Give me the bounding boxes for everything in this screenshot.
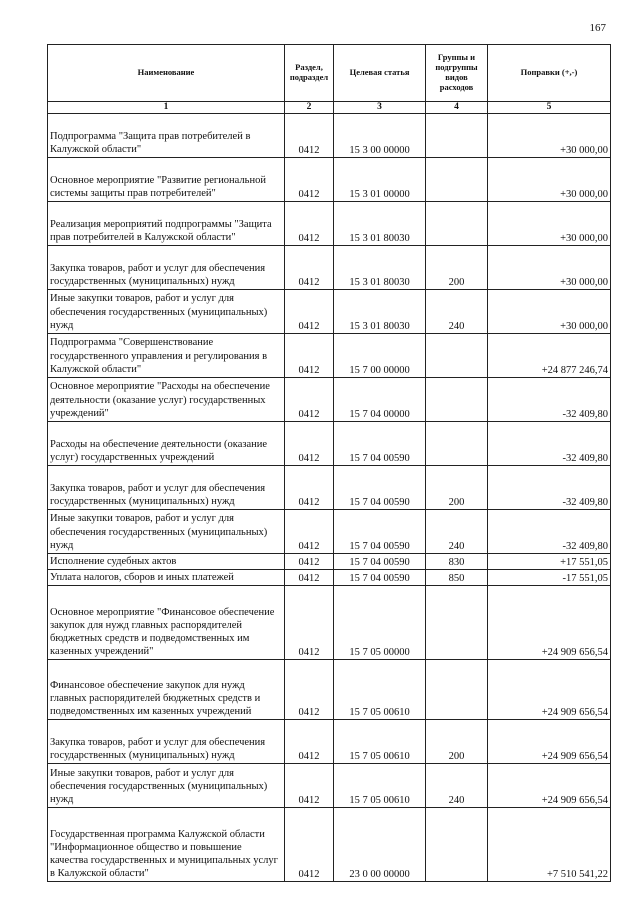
row-name: Подпрограмма "Защита прав потребителей в Калужской области" xyxy=(48,114,285,158)
header-amendments: Поправки (+,-) xyxy=(488,45,611,102)
row-amount: -32 409,80 xyxy=(488,466,611,510)
row-group: 850 xyxy=(426,570,488,586)
row-group: 240 xyxy=(426,510,488,554)
row-section: 0412 xyxy=(285,246,334,290)
row-section: 0412 xyxy=(285,202,334,246)
row-section: 0412 xyxy=(285,764,334,808)
row-group xyxy=(426,158,488,202)
header-name: Наименование xyxy=(48,45,285,102)
column-number: 2 xyxy=(285,102,334,114)
table-row xyxy=(48,202,611,246)
row-name: Иные закупки товаров, работ и услуг для обеспечения государственных (муниципальных) нужд xyxy=(48,764,285,808)
column-number: 1 xyxy=(48,102,285,114)
row-name: Подпрограмма "Совершенствование государственного управления и регулирования в Калужской области" xyxy=(48,334,285,378)
table-row xyxy=(48,422,611,466)
table-row xyxy=(48,158,611,202)
row-section: 0412 xyxy=(285,334,334,378)
table-row xyxy=(48,114,611,158)
row-amount: +24 909 656,54 xyxy=(488,720,611,764)
row-group xyxy=(426,114,488,158)
row-name: Государственная программа Калужской области "Информационное общество и повышение качества государственных и муниципальных услуг в Калужской области" xyxy=(48,808,285,882)
row-group xyxy=(426,586,488,660)
row-amount: -32 409,80 xyxy=(488,378,611,422)
table-row xyxy=(48,510,611,554)
row-amount: +24 909 656,54 xyxy=(488,660,611,720)
row-amount: +30 000,00 xyxy=(488,202,611,246)
row-group xyxy=(426,422,488,466)
row-target: 15 7 04 00590 xyxy=(334,570,426,586)
column-number-row xyxy=(48,102,611,114)
row-name: Иные закупки товаров, работ и услуг для обеспечения государственных (муниципальных) нужд xyxy=(48,290,285,334)
row-target: 15 7 04 00590 xyxy=(334,510,426,554)
row-name: Закупка товаров, работ и услуг для обеспечения государственных (муниципальных) нужд xyxy=(48,466,285,510)
row-name: Иные закупки товаров, работ и услуг для обеспечения государственных (муниципальных) нужд xyxy=(48,510,285,554)
row-name: Основное мероприятие "Развитие региональной системы защиты прав потребителей" xyxy=(48,158,285,202)
row-group xyxy=(426,808,488,882)
table-row xyxy=(48,720,611,764)
row-group: 240 xyxy=(426,764,488,808)
row-name: Закупка товаров, работ и услуг для обеспечения государственных (муниципальных) нужд xyxy=(48,246,285,290)
table-row xyxy=(48,290,611,334)
row-group xyxy=(426,660,488,720)
row-target: 15 3 01 80030 xyxy=(334,202,426,246)
row-group xyxy=(426,334,488,378)
row-section: 0412 xyxy=(285,554,334,570)
row-group: 200 xyxy=(426,720,488,764)
row-section: 0412 xyxy=(285,158,334,202)
page-number: 167 xyxy=(589,22,606,34)
row-section: 0412 xyxy=(285,660,334,720)
row-section: 0412 xyxy=(285,466,334,510)
column-number: 4 xyxy=(426,102,488,114)
row-name: Исполнение судебных актов xyxy=(48,554,285,570)
budget-amendments-table xyxy=(47,44,611,882)
row-amount: -17 551,05 xyxy=(488,570,611,586)
row-target: 15 3 00 00000 xyxy=(334,114,426,158)
row-name: Закупка товаров, работ и услуг для обеспечения государственных (муниципальных) нужд xyxy=(48,720,285,764)
row-amount: +17 551,05 xyxy=(488,554,611,570)
row-group xyxy=(426,378,488,422)
row-section: 0412 xyxy=(285,422,334,466)
row-section: 0412 xyxy=(285,290,334,334)
row-amount: +24 909 656,54 xyxy=(488,586,611,660)
row-group: 240 xyxy=(426,290,488,334)
row-section: 0412 xyxy=(285,114,334,158)
table-row xyxy=(48,466,611,510)
table-row xyxy=(48,764,611,808)
row-name: Финансовое обеспечение закупок для нужд главных распорядителей бюджетных средств и подведомственных им казенных учреждений xyxy=(48,660,285,720)
row-target: 15 3 01 00000 xyxy=(334,158,426,202)
row-target: 15 7 05 00610 xyxy=(334,660,426,720)
table-row xyxy=(48,586,611,660)
header-target: Целевая статья xyxy=(334,45,426,102)
header-groups: Группы и подгруппы видов расходов xyxy=(426,45,488,102)
header-section: Раздел, подраздел xyxy=(285,45,334,102)
row-group xyxy=(426,202,488,246)
table-row xyxy=(48,570,611,586)
header-row xyxy=(48,45,611,102)
row-section: 0412 xyxy=(285,510,334,554)
row-section: 0412 xyxy=(285,570,334,586)
row-amount: -32 409,80 xyxy=(488,422,611,466)
row-target: 15 7 00 00000 xyxy=(334,334,426,378)
row-target: 15 7 05 00610 xyxy=(334,764,426,808)
table-row xyxy=(48,334,611,378)
row-amount: +24 909 656,54 xyxy=(488,764,611,808)
row-name: Основное мероприятие "Расходы на обеспечение деятельности (оказание услуг) государственных учреждений" xyxy=(48,378,285,422)
row-section: 0412 xyxy=(285,808,334,882)
row-name: Уплата налогов, сборов и иных платежей xyxy=(48,570,285,586)
row-name: Расходы на обеспечение деятельности (оказание услуг) государственных учреждений xyxy=(48,422,285,466)
row-amount: +7 510 541,22 xyxy=(488,808,611,882)
row-amount: +30 000,00 xyxy=(488,246,611,290)
row-group: 200 xyxy=(426,466,488,510)
table-row xyxy=(48,660,611,720)
row-amount: +24 877 246,74 xyxy=(488,334,611,378)
row-target: 15 7 04 00590 xyxy=(334,554,426,570)
row-amount: -32 409,80 xyxy=(488,510,611,554)
row-target: 15 7 04 00000 xyxy=(334,378,426,422)
row-target: 15 7 04 00590 xyxy=(334,422,426,466)
row-target: 15 3 01 80030 xyxy=(334,246,426,290)
column-number: 5 xyxy=(488,102,611,114)
table-row xyxy=(48,808,611,882)
table-row xyxy=(48,378,611,422)
column-number: 3 xyxy=(334,102,426,114)
row-target: 15 7 05 00000 xyxy=(334,586,426,660)
row-amount: +30 000,00 xyxy=(488,114,611,158)
row-target: 15 7 05 00610 xyxy=(334,720,426,764)
row-section: 0412 xyxy=(285,378,334,422)
row-amount: +30 000,00 xyxy=(488,158,611,202)
row-name: Основное мероприятие "Финансовое обеспечение закупок для нужд главных распорядителей бюджетных средств и подведомственных им казенных учреждений" xyxy=(48,586,285,660)
table-row xyxy=(48,246,611,290)
row-group: 200 xyxy=(426,246,488,290)
row-section: 0412 xyxy=(285,586,334,660)
row-section: 0412 xyxy=(285,720,334,764)
row-target: 15 7 04 00590 xyxy=(334,466,426,510)
row-name: Реализация мероприятий подпрограммы "Защита прав потребителей в Калужской области" xyxy=(48,202,285,246)
table-row xyxy=(48,554,611,570)
row-target: 15 3 01 80030 xyxy=(334,290,426,334)
row-target: 23 0 00 00000 xyxy=(334,808,426,882)
row-amount: +30 000,00 xyxy=(488,290,611,334)
row-group: 830 xyxy=(426,554,488,570)
